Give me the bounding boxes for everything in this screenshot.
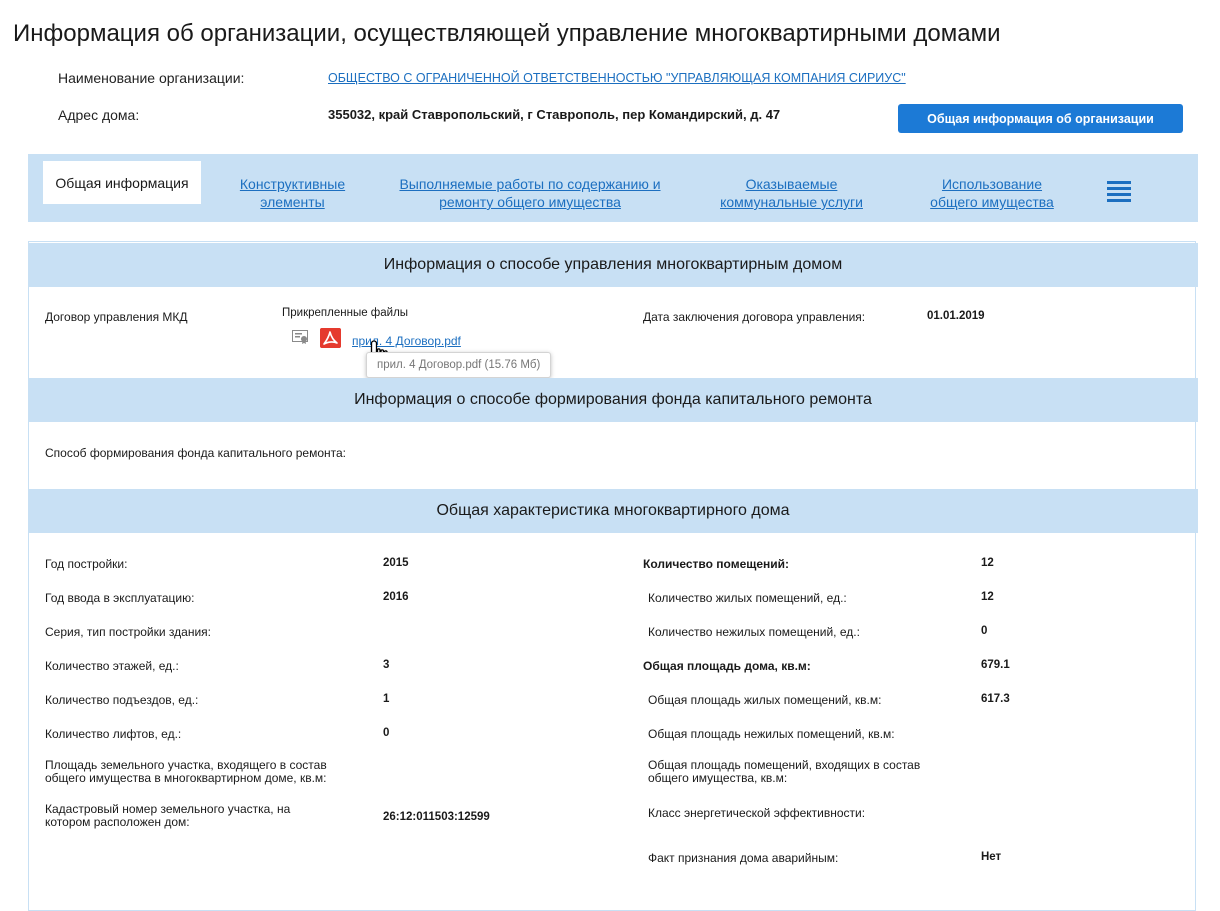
tab-common-property-line2: общего имущества: [930, 194, 1054, 210]
address-label: Адрес дома:: [58, 107, 140, 123]
char-value: 26:12:011503:12599: [383, 811, 490, 823]
char-value: 2016: [383, 591, 409, 603]
org-name-link[interactable]: ОБЩЕСТВО С ОГРАНИЧЕННОЙ ОТВЕТСТВЕННОСТЬЮ "УПРАВЛЯЮЩАЯ КОМПАНИЯ СИРИУС": [328, 71, 906, 85]
char-label: Год постройки:: [45, 557, 128, 571]
file-tooltip: прил. 4 Договор.pdf (15.76 Мб): [366, 352, 551, 378]
attached-file-link[interactable]: прил. 4 Договор.pdf: [352, 334, 461, 348]
char-label: Количество этажей, ед.:: [45, 659, 179, 673]
attached-files-label: Прикрепленные файлы: [282, 307, 409, 319]
tab-structural-elements[interactable]: [221, 175, 364, 211]
signature-icon[interactable]: [292, 330, 308, 344]
char-label: Количество помещений:: [643, 557, 790, 571]
tab-utility-services[interactable]: [709, 175, 874, 211]
char-label: Общая площадь жилых помещений, кв.м:: [648, 693, 882, 707]
char-value: 3: [383, 659, 390, 671]
tab-structural-elements-line1: Конструктивные: [239, 176, 346, 192]
hamburger-menu-icon[interactable]: [1107, 181, 1131, 202]
org-info-button[interactable]: Общая информация об организации: [898, 104, 1183, 133]
char-value: Нет: [981, 851, 1002, 863]
char-label: Общая площадь дома, кв.м:: [643, 659, 811, 673]
char-value: 617.3: [981, 693, 1010, 705]
tab-structural-elements-line2: элементы: [260, 194, 325, 210]
section-characteristics-header: Общая характеристика многоквартирного дома: [28, 489, 1198, 533]
page-title: Информация об организации, осуществляющей управление многоквартирными домами: [13, 20, 1001, 47]
char-label: Факт признания дома аварийным:: [648, 851, 839, 865]
char-label: Серия, тип постройки здания:: [45, 625, 211, 639]
capital-repair-method-label: Способ формирования фонда капитального ремонта:: [45, 446, 347, 460]
tab-common-property-line1: Использование: [941, 176, 1043, 192]
char-label: Площадь земельного участка, входящего в состав общего имущества в многоквартирном доме, кв.м:: [45, 758, 327, 785]
char-value: 2015: [383, 557, 409, 569]
contract-label: Договор управления МКД: [45, 310, 188, 324]
section-management-header: Информация о способе управления многоквартирным домом: [28, 243, 1198, 287]
org-name-label: Наименование организации:: [58, 70, 245, 86]
tab-utility-services-line2: коммунальные услуги: [720, 194, 863, 210]
address-value: 355032, край Ставропольский, г Ставрополь, пер Командирский, д. 47: [328, 107, 781, 122]
char-value: 0: [383, 727, 390, 739]
char-label: Количество нежилых помещений, ед.:: [648, 625, 860, 639]
pdf-file-icon[interactable]: [320, 328, 341, 348]
char-label: Кадастровый номер земельного участка, на котором расположен дом:: [45, 802, 291, 829]
tab-maintenance-works[interactable]: [385, 175, 675, 211]
char-label: Общая площадь помещений, входящих в состав общего имущества, кв.м:: [648, 758, 921, 785]
char-value: 1: [383, 693, 390, 705]
char-label: Год ввода в эксплуатацию:: [45, 591, 195, 605]
tab-maintenance-works-line2: ремонту общего имущества: [439, 194, 621, 210]
tab-bar: [28, 154, 1198, 222]
char-label: Класс энергетической эффективности:: [648, 806, 866, 820]
tab-utility-services-line1: Оказываемые: [745, 176, 838, 192]
char-value: 12: [981, 591, 994, 603]
tab-general-info[interactable]: Общая информация: [43, 161, 201, 204]
contract-date-label: Дата заключения договора управления:: [643, 310, 866, 324]
char-value: 12: [981, 557, 994, 569]
tab-maintenance-works-line1: Выполняемые работы по содержанию и: [399, 176, 661, 192]
char-value: 679.1: [981, 659, 1010, 671]
char-label: Количество подъездов, ед.:: [45, 693, 199, 707]
char-label: Количество лифтов, ед.:: [45, 727, 182, 741]
char-label: Общая площадь нежилых помещений, кв.м:: [648, 727, 895, 741]
contract-date-value: 01.01.2019: [927, 310, 985, 322]
section-capital-repair-header: Информация о способе формирования фонда капитального ремонта: [28, 378, 1198, 422]
tab-common-property[interactable]: [918, 175, 1066, 211]
char-label: Количество жилых помещений, ед.:: [648, 591, 847, 605]
char-value: 0: [981, 625, 988, 637]
